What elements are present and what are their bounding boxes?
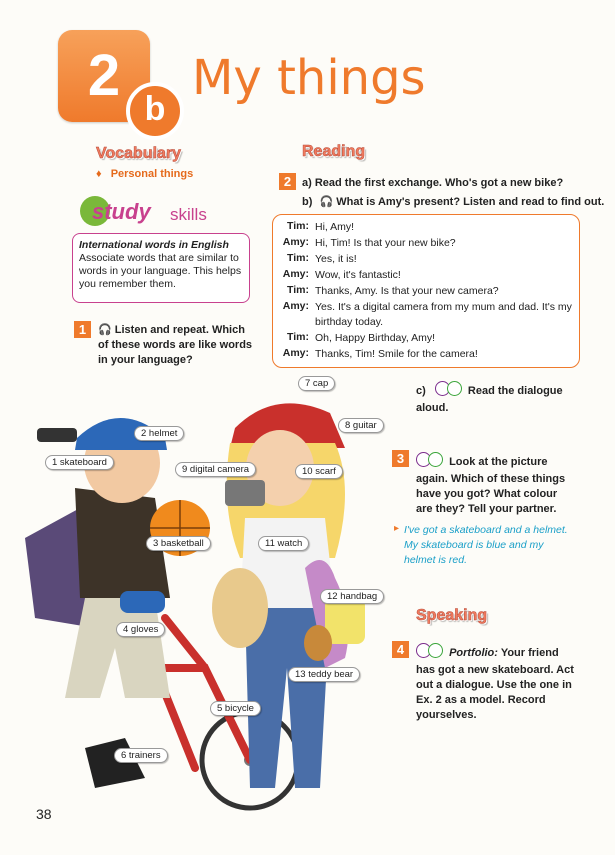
label-basketball: 3 basketball: [146, 536, 211, 551]
digital-camera: [225, 480, 265, 506]
study-box-text: Associate words that are similar to words in your language. This helps you remember them.: [79, 252, 242, 290]
study-skills-skills: skills: [170, 205, 207, 224]
dialogue-line: Wow, it's fantastic!: [315, 269, 401, 281]
headphones-icon: 🎧: [98, 324, 112, 336]
arrow-icon: ▸: [394, 523, 400, 534]
page-title: My things: [192, 50, 426, 106]
exercise-1-text: Listen and repeat. Which of these words are like words in your language?: [98, 324, 253, 366]
page-number: 38: [36, 806, 52, 822]
pair-work-icon: [416, 643, 440, 663]
study-skills-study: study: [92, 199, 151, 224]
label-watch: 11 watch: [258, 536, 309, 551]
vocabulary-topic: Personal things: [110, 168, 194, 180]
dialogue-line: Hi, Amy!: [315, 221, 355, 233]
dialogue-box: [272, 214, 580, 368]
headphones-icon: 🎧: [319, 196, 334, 208]
gloves: [120, 591, 165, 613]
exercise-4-text: Your friend has got a new skateboard. Act out a dialogue. Use the one in Ex. 2 as a model. Record yourselves.: [416, 646, 574, 721]
dialogue-line: Thanks, Amy. Is that your new camera?: [315, 285, 499, 297]
exercise-3-block: [416, 452, 576, 517]
unit-number-badge: 2: [58, 30, 150, 122]
vocabulary-topic-row: [96, 168, 193, 180]
speaker: Tim:: [287, 284, 309, 296]
dialogue-line: Yes. It's a digital camera from my mum and dad. It's my birthday today.: [315, 301, 572, 328]
exercise-2c-label: c): [416, 384, 426, 397]
speaker: Tim:: [287, 252, 309, 264]
bullet-icon: ♦: [96, 168, 102, 180]
speaker: Tim:: [287, 331, 309, 343]
exercise-4-portfolio: Portfolio:: [449, 646, 498, 659]
label-guitar: 8 guitar: [338, 418, 384, 433]
label-gloves: 4 gloves: [116, 622, 165, 637]
label-trainers: 6 trainers: [114, 748, 168, 763]
unit-letter-badge: b: [126, 82, 184, 140]
speaker: Amy:: [282, 347, 309, 359]
speaking-heading: Speaking: [416, 607, 488, 624]
dialogue-line: Yes, it is!: [315, 253, 357, 265]
label-skateboard: 1 skateboard: [45, 455, 114, 470]
exercise-4-block: [416, 643, 576, 723]
label-bicycle: 5 bicycle: [210, 701, 261, 716]
speaker: Amy:: [282, 236, 309, 248]
exercise-2c-block: [416, 381, 576, 416]
label-teddy-bear: 13 teddy bear: [288, 667, 360, 682]
exercise-3-example: I've got a skateboard and a helmet. My skateboard is blue and my helmet is red.: [404, 524, 568, 566]
guitar: [212, 568, 268, 648]
speaker: Tim:: [287, 220, 309, 232]
label-handbag: 12 handbag: [320, 589, 384, 604]
exercise-3-text: Look at the picture again. Which of these things have you got? What colour are they? Tell your partner.: [416, 455, 566, 515]
pair-work-icon: [416, 452, 440, 472]
label-scarf: 10 scarf: [295, 464, 343, 479]
exercise-3-number: 3: [392, 450, 409, 467]
label-digital-camera: 9 digital camera: [175, 462, 256, 477]
label-cap: 7 cap: [298, 376, 335, 391]
exercise-2-number: 2: [279, 173, 296, 190]
study-box-title: International words in English: [79, 239, 229, 251]
speaker: Amy:: [282, 300, 309, 312]
trainers: [85, 738, 145, 788]
dialogue-line: Hi, Tim! Is that your new bike?: [315, 237, 456, 249]
exercise-2b-label: b): [302, 196, 313, 208]
exercise-4-number: 4: [392, 641, 409, 658]
skateboard: [37, 428, 77, 442]
speaker: Amy:: [282, 268, 309, 280]
exercise-2a-text: a) Read the first exchange. Who's got a new bike?: [302, 177, 564, 189]
teddy-bear: [304, 625, 332, 661]
pair-work-icon: [435, 381, 459, 401]
exercise-2c-text: Read the dialogue aloud.: [416, 384, 563, 414]
dialogue-line: Thanks, Tim! Smile for the camera!: [315, 348, 478, 360]
exercise-1-text-block: [98, 323, 258, 368]
exercise-1-number: 1: [74, 321, 91, 338]
vocabulary-heading: Vocabulary: [96, 145, 182, 162]
dialogue-line: Oh, Happy Birthday, Amy!: [315, 332, 436, 344]
reading-heading: Reading: [302, 143, 366, 160]
exercise-2b-text: What is Amy's present? Listen and read to find out.: [336, 196, 605, 208]
label-helmet: 2 helmet: [134, 426, 184, 441]
study-skills-box: [72, 233, 250, 303]
exercise-2b-row: [302, 195, 604, 210]
